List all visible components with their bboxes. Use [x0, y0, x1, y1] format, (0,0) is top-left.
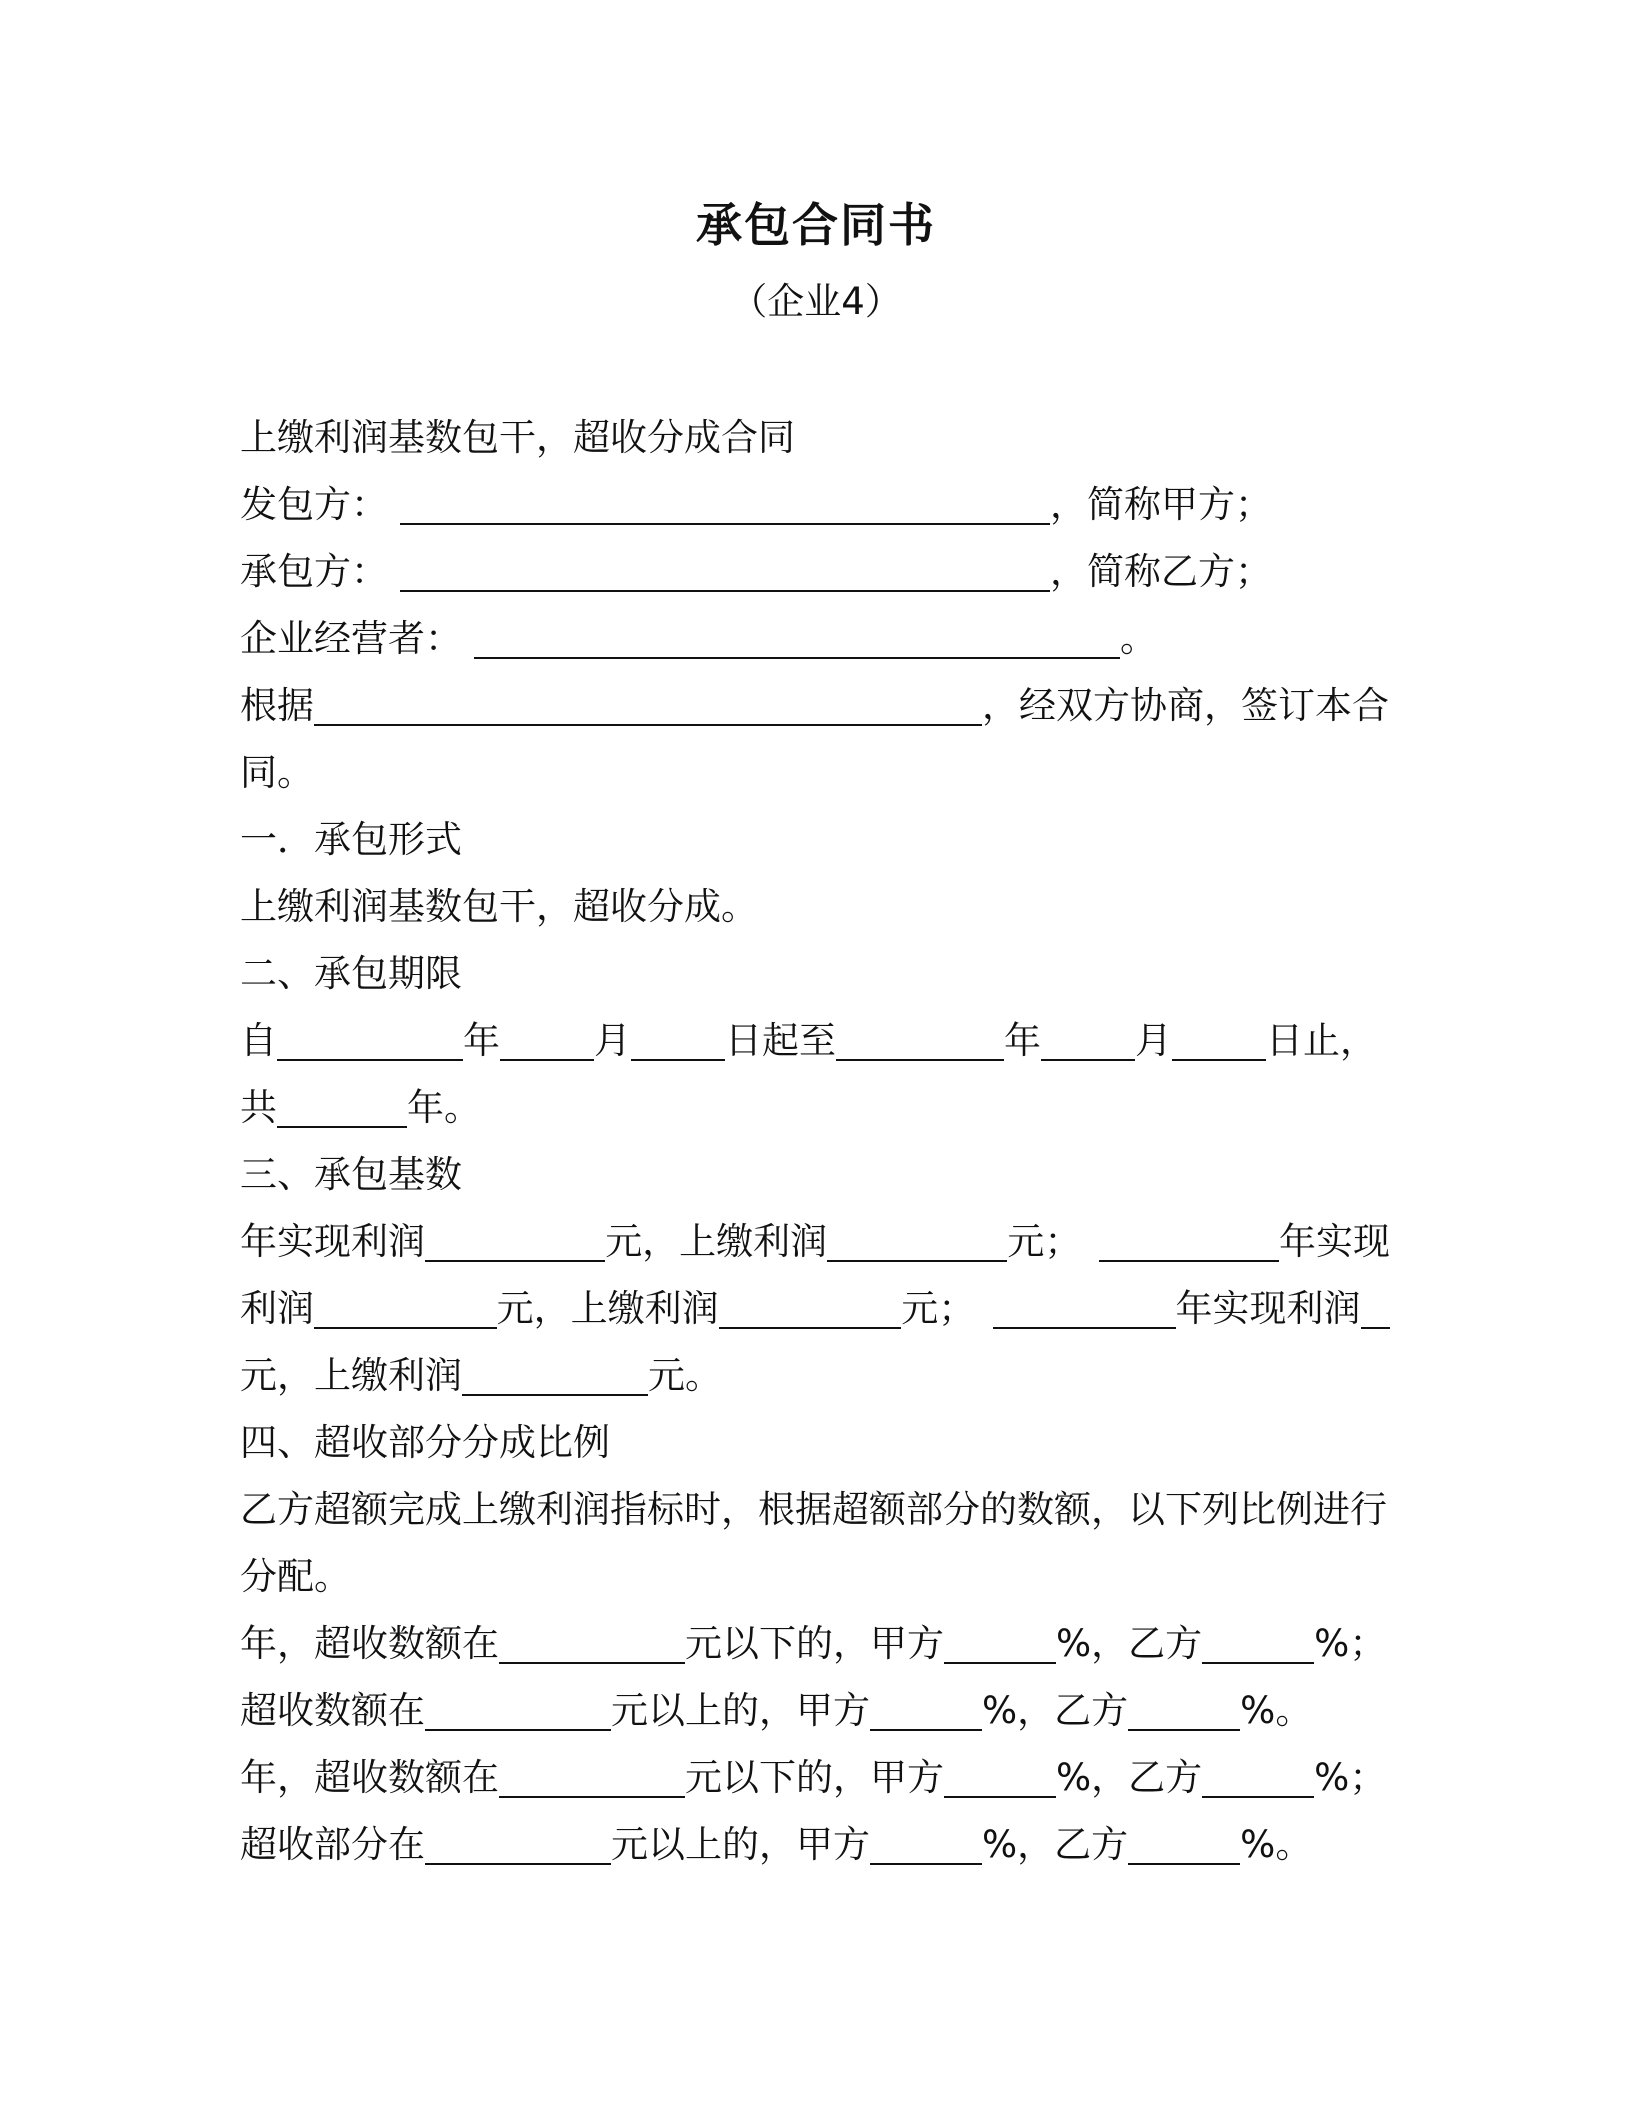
document-subtitle: （企业4） — [730, 280, 902, 323]
ratio-4-d: %。 — [1240, 1823, 1313, 1866]
term-total: 共 — [240, 1086, 277, 1129]
year-profit-2: 年实现 — [1279, 1220, 1390, 1263]
ratio-2-c: %，乙方 — [982, 1689, 1129, 1732]
section-4-text-cont-line — [240, 1543, 1390, 1610]
section-4-title — [240, 1409, 1390, 1476]
profit-blank-3-start[interactable] — [1361, 1287, 1390, 1329]
section-1-text-line — [240, 873, 1390, 940]
ratio-3-a: 年，超收数额在 — [240, 1756, 499, 1799]
ratio-2-party-b-blank[interactable] — [1128, 1689, 1240, 1731]
document-title: 承包合同书 — [696, 198, 936, 252]
contractor-blank[interactable] — [400, 550, 1050, 592]
year-blank-2[interactable] — [1099, 1220, 1279, 1262]
year-blank-3[interactable] — [993, 1287, 1176, 1329]
start-year-blank[interactable] — [277, 1019, 463, 1061]
basis-suffix: ，经双方协商，签订本合 — [982, 684, 1389, 727]
term-total-year: 年。 — [407, 1086, 481, 1129]
ratio-line-2 — [240, 1677, 1390, 1744]
yuan-end-3: 元。 — [648, 1354, 722, 1397]
ratio-1-b: 元以下的，甲方 — [685, 1622, 944, 1665]
ratio-3-c: %，乙方 — [1056, 1756, 1203, 1799]
term-line — [240, 1007, 1390, 1074]
term-year2: 年 — [1004, 1019, 1041, 1062]
operator-label: 企业经营者： — [240, 617, 462, 660]
section-1-text: 上缴利润基数包干，超收分成。 — [240, 885, 758, 928]
basis-cont: 同。 — [240, 751, 314, 794]
profit-label-1: 年实现利润 — [240, 1220, 425, 1263]
contractor-suffix: ，简称乙方； — [1050, 550, 1272, 593]
ratio-2-d: %。 — [1240, 1689, 1313, 1732]
base-line-2 — [240, 1275, 1390, 1342]
section-4-text-cont: 分配。 — [240, 1555, 351, 1598]
term-month2: 月 — [1135, 1019, 1172, 1062]
ratio-4-c: %，乙方 — [982, 1823, 1129, 1866]
year-profit-3: 年实现利润 — [1175, 1287, 1361, 1330]
paid-profit-blank-3[interactable] — [462, 1354, 648, 1396]
base-line-3 — [240, 1342, 1390, 1409]
term-month: 月 — [594, 1019, 631, 1062]
ratio-line-3 — [240, 1744, 1390, 1811]
operator-line — [240, 605, 1390, 672]
ratio-3-b: 元以下的，甲方 — [685, 1756, 944, 1799]
ratio-line-1 — [240, 1610, 1390, 1677]
employer-line — [240, 471, 1390, 538]
term-day-end: 日止， — [1266, 1019, 1377, 1062]
paid-profit-blank-1[interactable] — [827, 1220, 1007, 1262]
end-year-blank[interactable] — [836, 1019, 1004, 1061]
ratio-4-party-a-blank[interactable] — [870, 1823, 982, 1865]
contractor-line — [240, 538, 1390, 605]
heading-text: 上缴利润基数包干，超收分成合同 — [240, 416, 795, 459]
yuan-semicolon-2: 元； — [901, 1287, 976, 1330]
yuan-comma-3: 元，上缴利润 — [240, 1354, 462, 1397]
ratio-1-party-b-blank[interactable] — [1202, 1622, 1314, 1664]
ratio-1-d: %； — [1314, 1622, 1387, 1665]
ratio-3-party-a-blank[interactable] — [944, 1756, 1056, 1798]
operator-suffix: 。 — [1120, 617, 1157, 660]
ratio-4-party-b-blank[interactable] — [1128, 1823, 1240, 1865]
section-3-heading: 三、承包基数 — [240, 1153, 462, 1196]
end-day-blank[interactable] — [1172, 1019, 1266, 1061]
term-from: 自 — [240, 1019, 277, 1062]
basis-prefix: 根据 — [240, 684, 314, 727]
profit-cont: 利润 — [240, 1287, 314, 1330]
yuan-comma-1: 元，上缴利润 — [605, 1220, 828, 1263]
ratio-2-party-a-blank[interactable] — [870, 1689, 982, 1731]
paid-profit-blank-2[interactable] — [719, 1287, 902, 1329]
section-1-heading: 一．承包形式 — [240, 818, 462, 861]
ratio-4-amount-blank[interactable] — [425, 1823, 611, 1865]
ratio-2-amount-blank[interactable] — [425, 1689, 611, 1731]
term-day-start: 日起至 — [725, 1019, 836, 1062]
ratio-3-d: %； — [1314, 1756, 1387, 1799]
operator-blank[interactable] — [474, 617, 1120, 659]
contractor-label: 承包方： — [240, 550, 388, 593]
section-4-text-line — [240, 1476, 1390, 1543]
contract-body — [240, 404, 1390, 1878]
employer-blank[interactable] — [400, 483, 1050, 525]
ratio-1-amount-blank[interactable] — [499, 1622, 685, 1664]
ratio-3-party-b-blank[interactable] — [1202, 1756, 1314, 1798]
ratio-2-b: 元以上的，甲方 — [611, 1689, 870, 1732]
end-month-blank[interactable] — [1041, 1019, 1135, 1061]
section-1-title — [240, 806, 1390, 873]
term-year: 年 — [463, 1019, 500, 1062]
profit-blank-2[interactable] — [314, 1287, 497, 1329]
ratio-4-b: 元以上的，甲方 — [611, 1823, 870, 1866]
basis-blank[interactable] — [314, 684, 982, 726]
basis-cont-line — [240, 739, 1390, 806]
base-line-1 — [240, 1208, 1390, 1275]
heading-line — [240, 404, 1390, 471]
ratio-2-a: 超收数额在 — [240, 1689, 425, 1732]
ratio-line-4 — [240, 1811, 1390, 1878]
yuan-comma-2: 元，上缴利润 — [496, 1287, 719, 1330]
section-3-title — [240, 1141, 1390, 1208]
section-2-title — [240, 940, 1390, 1007]
start-day-blank[interactable] — [631, 1019, 725, 1061]
total-years-blank[interactable] — [277, 1086, 407, 1128]
ratio-1-c: %，乙方 — [1056, 1622, 1203, 1665]
employer-suffix: ，简称甲方； — [1050, 483, 1272, 526]
basis-line — [240, 672, 1390, 739]
profit-blank-1[interactable] — [425, 1220, 605, 1262]
ratio-4-a: 超收部分在 — [240, 1823, 425, 1866]
ratio-1-a: 年，超收数额在 — [240, 1622, 499, 1665]
section-4-heading: 四、超收部分分成比例 — [240, 1421, 610, 1464]
section-4-text: 乙方超额完成上缴利润指标时，根据超额部分的数额，以下列比例进行 — [240, 1488, 1387, 1531]
ratio-1-party-a-blank[interactable] — [944, 1622, 1056, 1664]
yuan-semicolon-1: 元； — [1007, 1220, 1082, 1263]
start-month-blank[interactable] — [500, 1019, 594, 1061]
ratio-3-amount-blank[interactable] — [499, 1756, 685, 1798]
employer-label: 发包方： — [240, 483, 388, 526]
section-2-heading: 二、承包期限 — [240, 952, 462, 995]
term-total-line — [240, 1074, 1390, 1141]
